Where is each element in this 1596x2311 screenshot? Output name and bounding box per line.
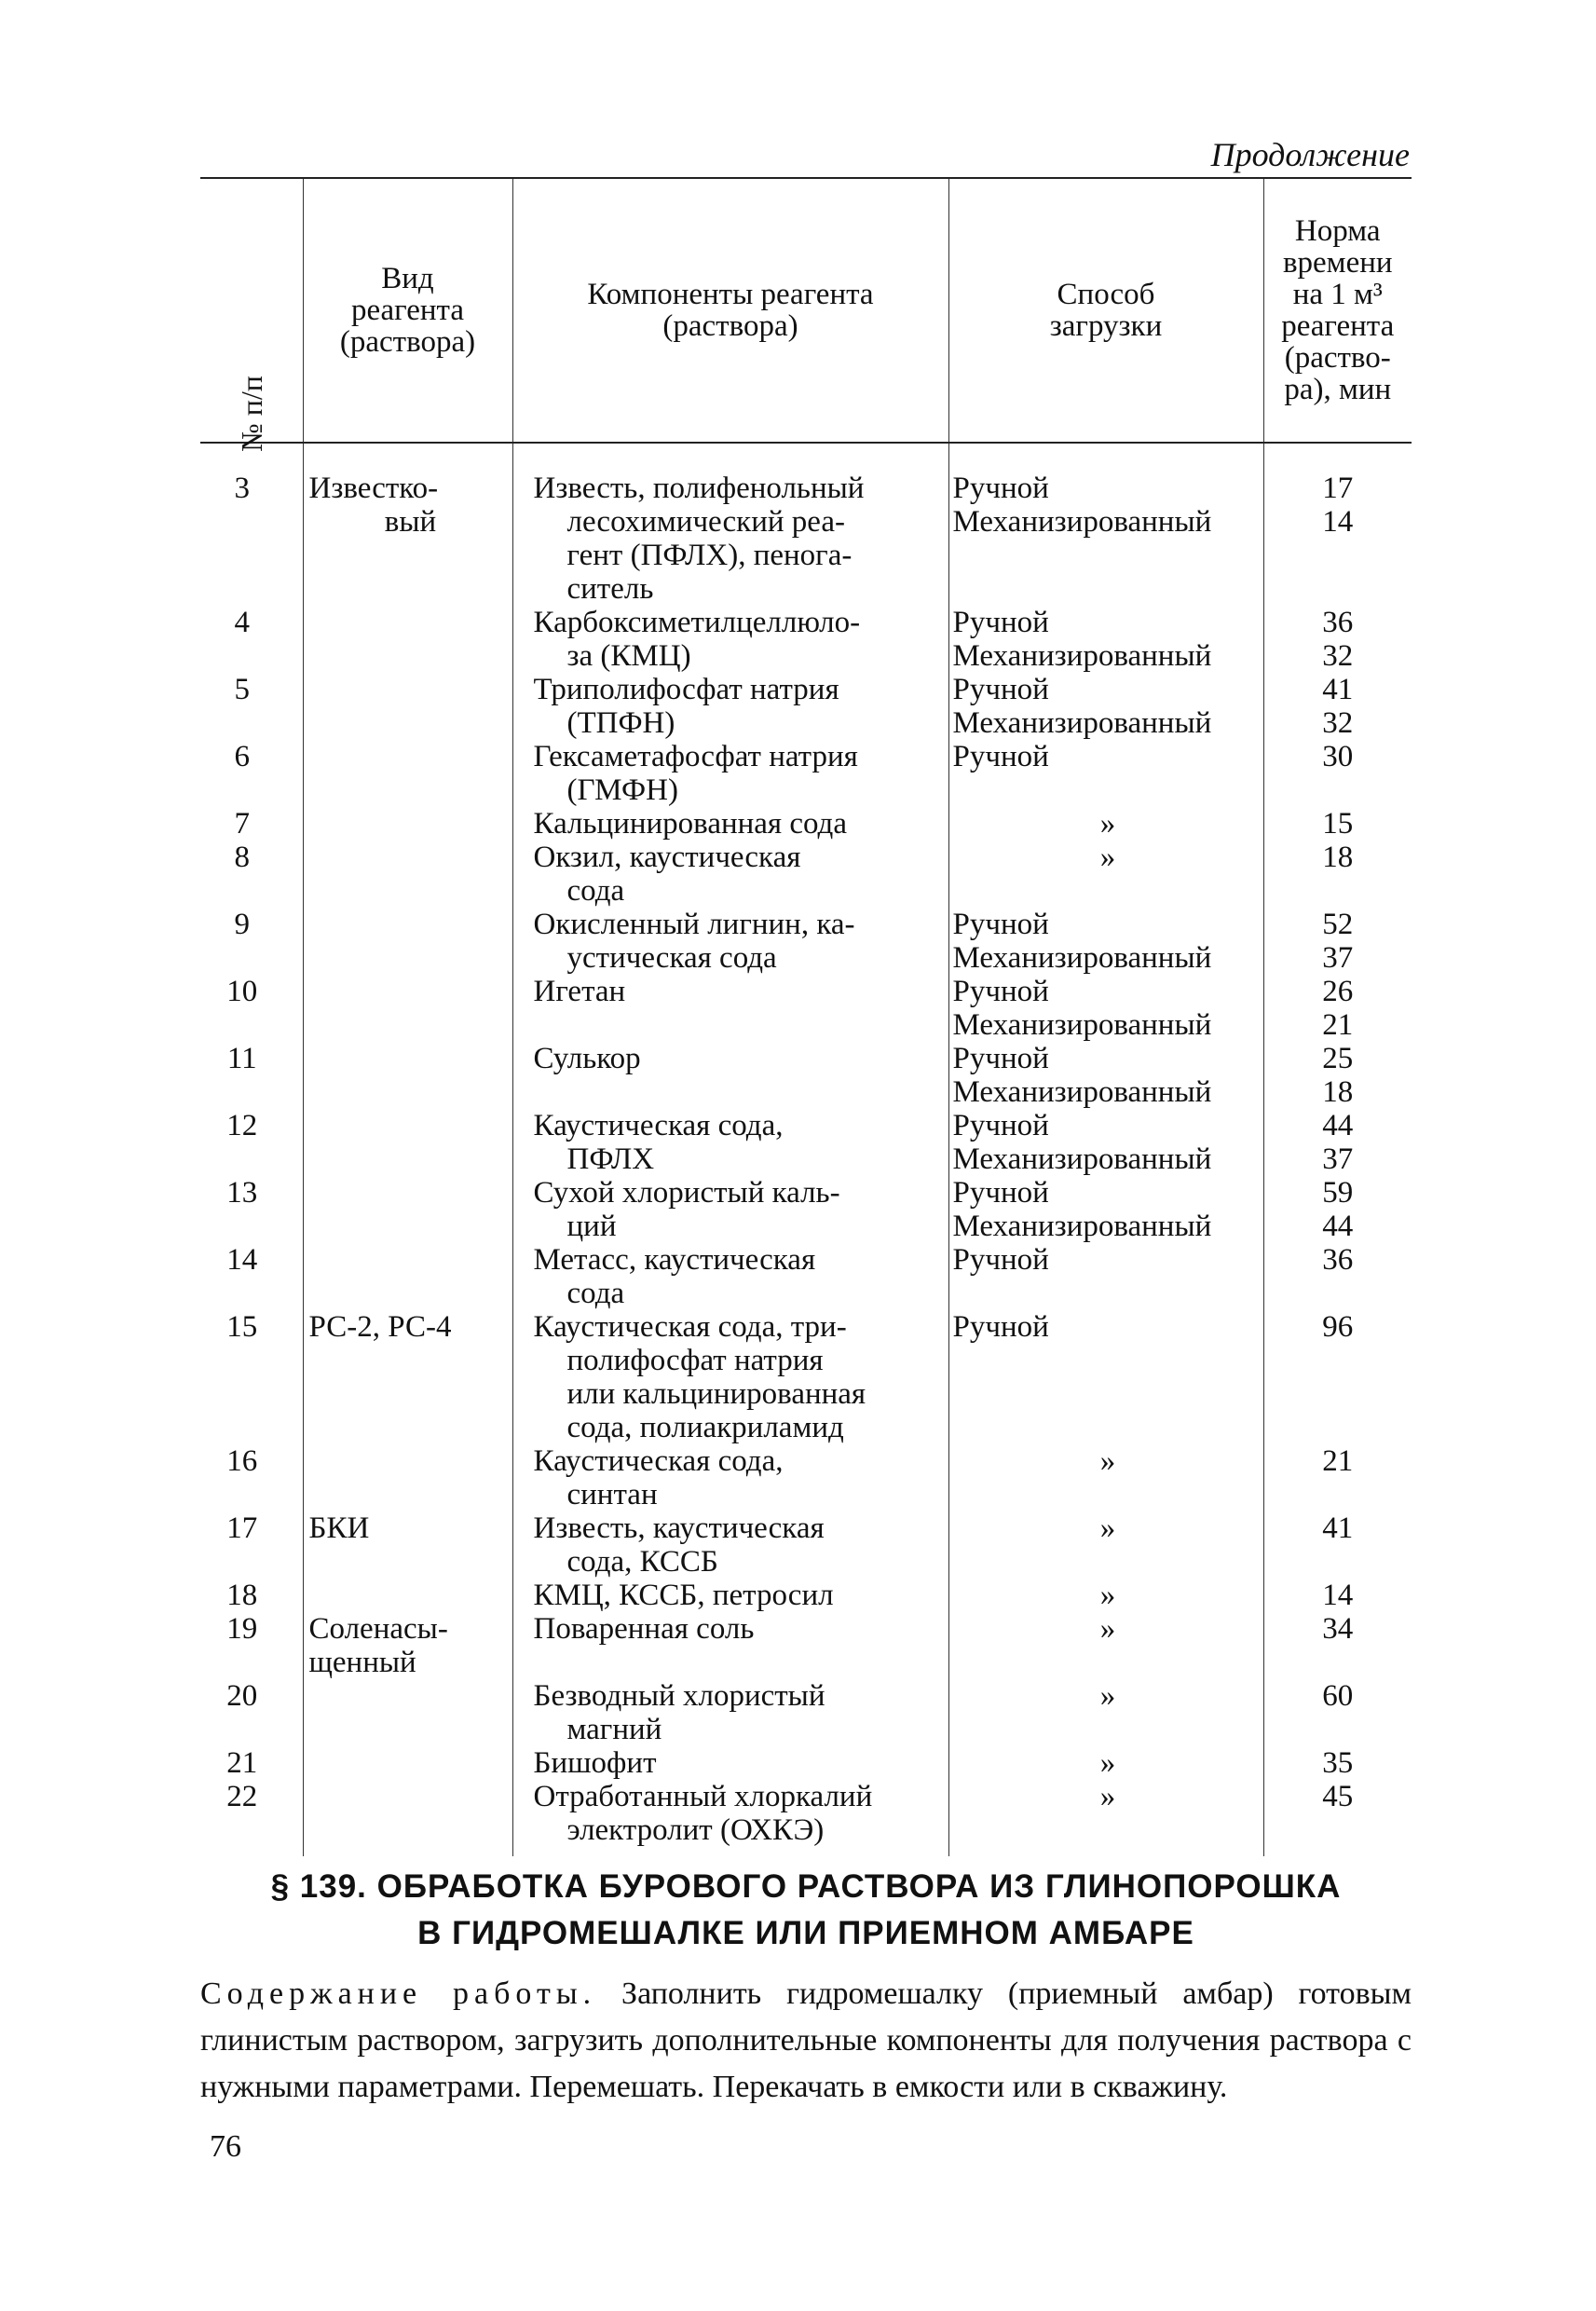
reagent-components-cell (512, 1579, 948, 1679)
time-norm-cell (1263, 740, 1412, 807)
reagent-type: Известко- (308, 472, 439, 505)
section-title-line1: § 139. ОБРАБОТКА БУРОВОГО РАСТВОРА ИЗ ГЛИНОПОРОШКА (270, 1868, 1342, 1905)
reagent-type-cell (303, 908, 512, 975)
reagent-table-container (200, 177, 1412, 1856)
time-norm: 14 (1322, 1579, 1354, 1612)
reagent-components-cell (512, 740, 948, 807)
reagent-type-cell (303, 1679, 512, 1746)
row-number: 5 (234, 673, 250, 706)
header-num-label: № п/п (234, 376, 268, 452)
time-norm: 37 (1322, 1142, 1354, 1176)
time-norm: 44 (1322, 1210, 1354, 1243)
reagent-components: сода (566, 1277, 625, 1310)
reagent-type-cell (303, 1511, 512, 1579)
loading-method: » (1099, 1444, 1116, 1478)
time-norm-cell (1263, 1579, 1412, 1679)
loading-method: Механизированный (952, 505, 1212, 539)
loading-method: Ручной (952, 1109, 1049, 1142)
reagent-type-cell (303, 1746, 512, 1856)
table-row (200, 975, 1412, 1042)
reagent-components: ПФЛХ (566, 1142, 655, 1176)
row-number: 22 (226, 1780, 258, 1813)
time-norm: 18 (1322, 1075, 1354, 1109)
header-loading-line: загрузки (1049, 309, 1163, 343)
reagent-components: магний (566, 1713, 662, 1746)
section-heading (200, 1864, 1412, 1957)
time-norm: 35 (1322, 1746, 1354, 1780)
header-norm-line: на 1 м³ (1292, 278, 1383, 311)
loading-method-cell (948, 673, 1263, 740)
time-norm: 44 (1322, 1109, 1354, 1142)
row-number-cell (200, 841, 303, 908)
loading-method: Ручной (952, 1243, 1049, 1277)
row-number-cell (200, 443, 303, 606)
continuation-label: Продолжение (1210, 136, 1410, 173)
reagent-type-cell (303, 1444, 512, 1511)
loading-method: Механизированный (952, 639, 1212, 673)
reagent-components: Каустическая сода, (533, 1109, 784, 1142)
row-number: 17 (226, 1511, 258, 1545)
loading-method: » (1099, 1579, 1116, 1612)
table-row (200, 1109, 1412, 1176)
time-norm: 18 (1322, 841, 1354, 874)
reagent-type: Соленасы- (308, 1612, 448, 1646)
time-norm: 25 (1322, 1042, 1354, 1075)
header-num (200, 178, 303, 452)
loading-method: » (1099, 1511, 1116, 1545)
reagent-components: Сухой хлористый каль- (533, 1176, 840, 1210)
row-number: 19 (226, 1612, 258, 1646)
loading-method: Ручной (952, 1176, 1049, 1210)
reagent-components-cell (512, 1243, 948, 1310)
loading-method: Механизированный (952, 706, 1212, 740)
reagent-components-cell (512, 1042, 948, 1109)
reagent-components: КМЦ, КССБ, петросил (533, 1579, 834, 1612)
reagent-components: ситель (566, 572, 654, 606)
reagent-components: Триполифосфат натрия (533, 673, 839, 706)
reagent-components: устическая сода (566, 941, 777, 975)
loading-method: » (1099, 841, 1116, 874)
time-norm-cell (1263, 606, 1412, 673)
loading-method-cell (948, 606, 1263, 673)
row-number-cell (200, 1679, 303, 1746)
reagent-components: Карбоксиметилцеллюло- (533, 606, 861, 639)
header-loading (948, 178, 1263, 443)
reagent-type-cell (303, 443, 512, 606)
reagent-components: Безводный хлористый (533, 1679, 825, 1713)
table-row (200, 1746, 1412, 1856)
row-number-cell (200, 975, 303, 1042)
time-norm: 45 (1322, 1780, 1354, 1813)
time-norm: 34 (1322, 1612, 1354, 1646)
row-number: 4 (234, 606, 250, 639)
time-norm: 14 (1322, 505, 1354, 539)
table-row (200, 673, 1412, 740)
reagent-type: щенный (308, 1646, 416, 1679)
row-number: 20 (226, 1679, 258, 1713)
table-row (200, 1444, 1412, 1511)
reagent-type-cell (303, 673, 512, 740)
loading-method-cell (948, 1746, 1263, 1856)
reagent-type-cell (303, 740, 512, 807)
row-number-cell (200, 1310, 303, 1444)
table-row (200, 908, 1412, 975)
reagent-type-cell (303, 1310, 512, 1444)
time-norm: 26 (1322, 975, 1354, 1008)
reagent-type-cell (303, 1243, 512, 1310)
loading-method: Ручной (952, 908, 1049, 941)
reagent-type-cell (303, 975, 512, 1042)
loading-method-cell (948, 1109, 1263, 1176)
reagent-components-cell (512, 1310, 948, 1444)
reagent-components: Поваренная соль (533, 1612, 755, 1646)
header-norm-line: Норма (1294, 214, 1381, 248)
loading-method-cell (948, 908, 1263, 975)
header-norm-line: (раство- (1284, 341, 1391, 375)
loading-method-cell (948, 841, 1263, 908)
header-norm (1263, 178, 1412, 443)
reagent-components: Метасс, каустическая (533, 1243, 816, 1277)
page-number: 76 (210, 2129, 241, 2164)
reagent-components: или кальцинированная (566, 1377, 866, 1411)
row-number: 10 (226, 975, 258, 1008)
loading-method-cell (948, 1310, 1263, 1444)
reagent-type-cell (303, 1579, 512, 1679)
loading-method: » (1099, 1612, 1116, 1646)
time-norm: 60 (1322, 1679, 1354, 1713)
table-row (200, 841, 1412, 908)
loading-method: » (1099, 1679, 1116, 1713)
reagent-type (309, 1579, 512, 1612)
time-norm-cell (1263, 841, 1412, 908)
reagent-components: Известь, полифенольный (533, 472, 865, 505)
loading-method: Ручной (952, 673, 1049, 706)
loading-method: Ручной (952, 1310, 1049, 1344)
row-number: 18 (226, 1579, 258, 1612)
time-norm: 30 (1322, 740, 1354, 773)
time-norm-cell (1263, 908, 1412, 975)
reagent-components: Окисленный лигнин, ка- (533, 908, 855, 941)
loading-method: » (1099, 1746, 1116, 1780)
loading-method-cell (948, 443, 1263, 606)
reagent-components: синтан (566, 1478, 658, 1511)
table-row (200, 1511, 1412, 1579)
reagent-type-cell (303, 841, 512, 908)
loading-method: Ручной (952, 1042, 1049, 1075)
header-components-line: (раствора) (662, 309, 798, 343)
reagent-components-cell (512, 807, 948, 841)
time-norm-cell (1263, 1310, 1412, 1444)
reagent-components-cell (512, 673, 948, 740)
reagent-type-cell (303, 807, 512, 841)
reagent-components: электролит (ОХКЭ) (566, 1813, 825, 1847)
reagent-components-cell (512, 1679, 948, 1746)
reagent-components-cell (512, 606, 948, 673)
row-number: 21 (226, 1746, 258, 1780)
row-number-cell (200, 673, 303, 740)
paragraph-text: Заполнить гидромешалку (приемный амбар) готовым глинистым раствором, загрузить дополнительные компоненты для получения раствора с нужными параметрами. Перемешать. Перекачать в емкости или в скважину. (200, 1976, 1412, 2104)
header-norm-line: реагента (1281, 309, 1395, 343)
loading-method: » (1099, 1780, 1116, 1813)
header-norm-line: времени (1282, 246, 1393, 280)
table-row (200, 606, 1412, 673)
reagent-components: Отработанный хлоркалий (533, 1780, 873, 1813)
reagent-components-cell (512, 1109, 948, 1176)
loading-method-cell (948, 1511, 1263, 1579)
table-header (200, 178, 1412, 452)
loading-method: Механизированный (952, 1075, 1212, 1109)
table-row (200, 1042, 1412, 1109)
row-number: 13 (226, 1176, 258, 1210)
time-norm-cell (1263, 673, 1412, 740)
reagent-components: Каустическая сода, (533, 1444, 784, 1478)
time-norm: 59 (1322, 1176, 1354, 1210)
loading-method-cell (948, 975, 1263, 1042)
header-norm-line: ра), мин (1284, 373, 1392, 406)
row-number-cell (200, 1176, 303, 1243)
reagent-type-cell (303, 1042, 512, 1109)
row-number: 7 (234, 807, 250, 841)
table-row (200, 1579, 1412, 1679)
time-norm: 52 (1322, 908, 1354, 941)
table-row (200, 1243, 1412, 1310)
time-norm-cell (1263, 807, 1412, 841)
time-norm: 37 (1322, 941, 1354, 975)
reagent-components-cell (512, 1511, 948, 1579)
paragraph-lead: Содержание работы. (200, 1976, 597, 2011)
reagent-components: за (КМЦ) (566, 639, 691, 673)
time-norm-cell (1263, 1444, 1412, 1511)
reagent-type-cell (303, 606, 512, 673)
time-norm-cell (1263, 1746, 1412, 1856)
table-body (200, 443, 1412, 1856)
reagent-components: Игетан (533, 975, 626, 1008)
row-number: 12 (226, 1109, 258, 1142)
row-number: 14 (226, 1243, 258, 1277)
loading-method-cell (948, 740, 1263, 807)
loading-method: Механизированный (952, 941, 1212, 975)
reagent-components-cell (512, 443, 948, 606)
loading-method: Механизированный (952, 1142, 1212, 1176)
loading-method-cell (948, 1176, 1263, 1243)
row-number: 15 (226, 1310, 258, 1344)
reagent-components: (ГМФН) (566, 773, 678, 807)
reagent-type: БКИ (308, 1511, 370, 1545)
row-number: 3 (234, 472, 250, 505)
reagent-components: сода, КССБ (566, 1545, 718, 1579)
loading-method: Ручной (952, 975, 1049, 1008)
time-norm: 96 (1322, 1310, 1354, 1344)
time-norm: 41 (1322, 1511, 1354, 1545)
time-norm: 36 (1322, 1243, 1354, 1277)
time-norm-cell (1263, 975, 1412, 1042)
reagent-components-cell (512, 975, 948, 1042)
reagent-components: сода (566, 874, 625, 908)
reagent-components: Кальцинированная сода (533, 807, 847, 841)
time-norm: 21 (1322, 1444, 1354, 1478)
reagent-components: (ТПФН) (566, 706, 675, 740)
reagent-components: гент (ПФЛХ), пенога- (566, 539, 853, 572)
row-number-cell (200, 1579, 303, 1679)
reagent-components-cell (512, 1746, 948, 1856)
loading-method: Механизированный (952, 1210, 1212, 1243)
table-row (200, 1310, 1412, 1444)
header-components (512, 178, 948, 443)
row-number-cell (200, 1042, 303, 1109)
section-paragraph (200, 1971, 1412, 2111)
loading-method-cell (948, 1679, 1263, 1746)
reagent-components-cell (512, 1176, 948, 1243)
loading-method: Ручной (952, 472, 1049, 505)
table-row (200, 1679, 1412, 1746)
time-norm-cell (1263, 443, 1412, 606)
row-number-cell (200, 908, 303, 975)
reagent-components: Гексаметафосфат натрия (533, 740, 858, 773)
loading-method-cell (948, 1579, 1263, 1679)
loading-method: Механизированный (952, 1008, 1212, 1042)
time-norm-cell (1263, 1176, 1412, 1243)
header-type (303, 178, 512, 443)
reagent-components: сода, полиакриламид (566, 1411, 844, 1444)
header-type-line: (раствора) (339, 325, 476, 359)
row-number: 8 (234, 841, 250, 874)
reagent-type: вый (384, 505, 437, 539)
loading-method-cell (948, 1042, 1263, 1109)
reagent-components: Бишофит (533, 1746, 657, 1780)
reagent-components: Каустическая сода, три- (533, 1310, 847, 1344)
time-norm: 32 (1322, 706, 1354, 740)
reagent-components: лесохимический реа- (566, 505, 845, 539)
row-number-cell (200, 1444, 303, 1511)
header-loading-line: Способ (1057, 278, 1155, 311)
loading-method-cell (948, 1243, 1263, 1310)
reagent-components: Известь, каустическая (533, 1511, 825, 1545)
reagent-type: РС-2, РС-4 (308, 1310, 452, 1344)
reagent-components: полифосфат натрия (566, 1344, 824, 1377)
time-norm: 21 (1322, 1008, 1354, 1042)
reagent-components: ций (566, 1210, 617, 1243)
reagent-components: Сулькор (533, 1042, 641, 1075)
loading-method: Ручной (952, 606, 1049, 639)
row-number: 6 (234, 740, 250, 773)
row-number-cell (200, 1511, 303, 1579)
row-number-cell (200, 606, 303, 673)
row-number-cell (200, 1243, 303, 1310)
loading-method-cell (948, 1444, 1263, 1511)
row-number-cell (200, 1109, 303, 1176)
loading-method: Ручной (952, 740, 1049, 773)
table-row (200, 443, 1412, 606)
table-row (200, 807, 1412, 841)
reagent-components-cell (512, 908, 948, 975)
header-type-line: реагента (350, 294, 465, 327)
row-number-cell (200, 740, 303, 807)
table-row (200, 740, 1412, 807)
section-title-line2: В ГИДРОМЕШАЛКЕ ИЛИ ПРИЕМНОМ АМБАРЕ (417, 1915, 1194, 1951)
header-components-line: Компоненты реагента (587, 278, 874, 311)
loading-method-cell (948, 807, 1263, 841)
table-row (200, 1176, 1412, 1243)
time-norm: 41 (1322, 673, 1354, 706)
reagent-components: Окзил, каустическая (533, 841, 801, 874)
row-number-cell (200, 807, 303, 841)
row-number: 9 (234, 908, 250, 941)
time-norm: 32 (1322, 639, 1354, 673)
reagent-type-cell (303, 1176, 512, 1243)
time-norm: 17 (1322, 472, 1354, 505)
time-norm-cell (1263, 1243, 1412, 1310)
reagent-table (200, 177, 1412, 1856)
time-norm: 15 (1322, 807, 1354, 841)
reagent-components-cell (512, 1444, 948, 1511)
reagent-components-cell (512, 841, 948, 908)
row-number: 16 (226, 1444, 258, 1478)
row-number: 11 (226, 1042, 257, 1075)
time-norm-cell (1263, 1109, 1412, 1176)
row-number-cell (200, 1746, 303, 1856)
time-norm: 36 (1322, 606, 1354, 639)
loading-method: » (1099, 807, 1116, 841)
time-norm-cell (1263, 1042, 1412, 1109)
time-norm-cell (1263, 1679, 1412, 1746)
reagent-type-cell (303, 1109, 512, 1176)
header-type-line: Вид (381, 262, 434, 295)
time-norm-cell (1263, 1511, 1412, 1579)
